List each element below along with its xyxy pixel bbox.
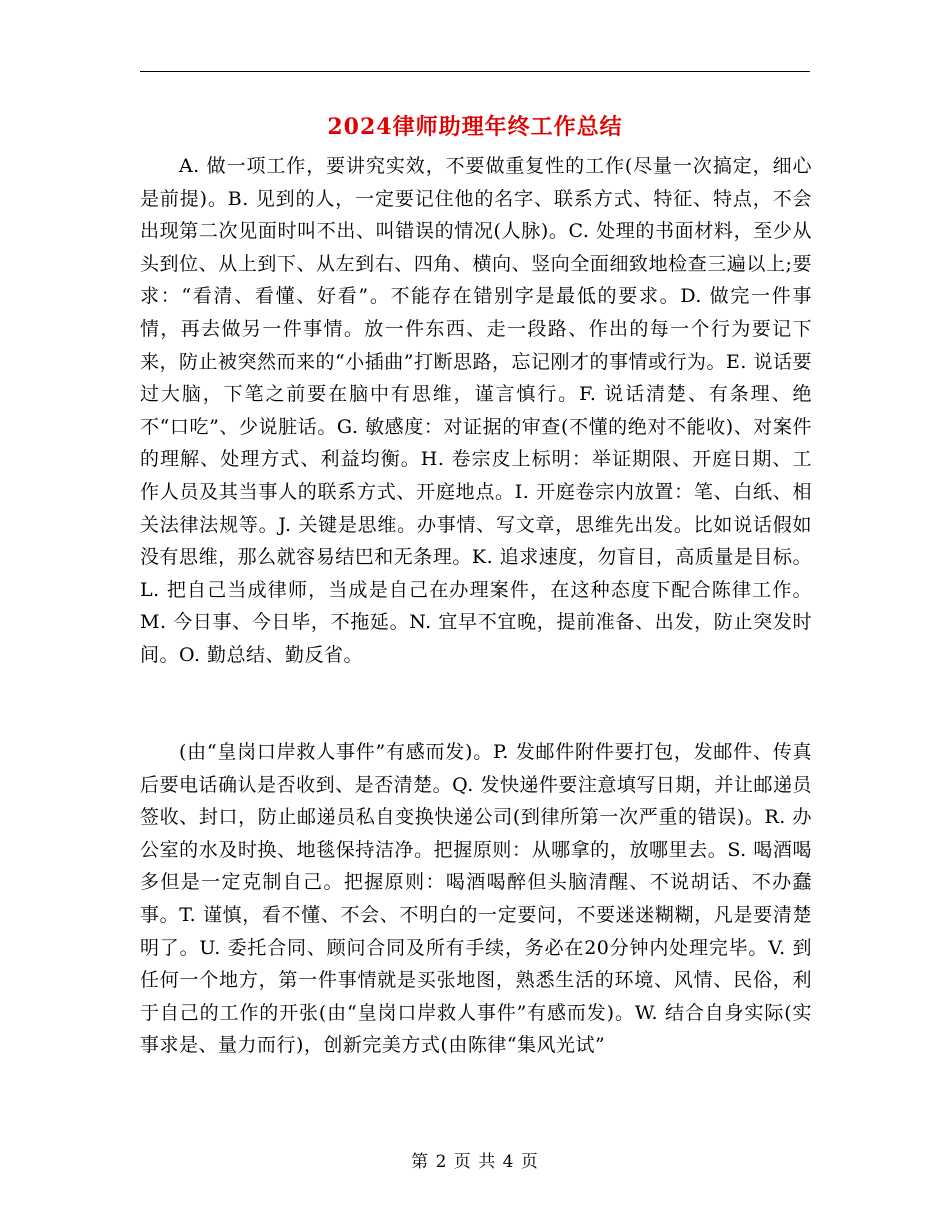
header-rule xyxy=(140,71,810,72)
document-title: 2024律师助理年终工作总结 xyxy=(327,114,623,140)
body-paragraph-2: (由“皇岗口岸救人事件”有感而发)。P. 发邮件附件要打包，发邮件、传真后要电话确认是否收到、是否清楚。Q. 发快递件要注意填写日期，并让邮递员签收、封口，防止邮递员私自变换快递公司(到律所第一次严重的错误)。R. 办公室的水及时换、地毯保持洁净。把握原则：从哪拿的，放哪里去。S. 喝酒喝多但是一定克制自己。把握原则：喝酒喝醉但头脑清醒、不说胡话、不办蠢事。T. 谨慎，看不懂、不会、不明白的一定要问，不要迷迷糊糊，凡是要清楚明了。U. 委托合同、顾问合同及所有手续，务必在20分钟内处理完毕。V. 到任何一个地方，第一件事情就是买张地图，熟悉生活的环境、风情、民俗，利于自己的工作的开张(由“皇岗口岸救人事件”有感而发)。W. 结合自身实际(实事求是、量力而行)，创新完美方式(由陈律“集风光试” xyxy=(140,741,812,1057)
page-footer: 第 2 页 共 4 页 xyxy=(411,1152,539,1172)
body-paragraph-1: A. 做一项工作，要讲究实效，不要做重复性的工作(尽量一次搞定，细心是前提)。B. 见到的人，一定要记住他的名字、联系方式、特征、特点，不会出现第二次见面时叫不出、叫错误的情况(人脉)。C. 处理的书面材料，至少从头到位、从上到下、从左到右、四角、横向、竖向全面细致地检查三遍以上;要求：“看清、看懂、好看”。不能存在错别字是最低的要求。D. 做完一件事情，再去做另一件事情。放一件东西、走一段路、作出的每一个行为要记下来，防止被突然而来的“小插曲”打断思路，忘记刚才的事情或行为。E. 说话要过大脑，下笔之前要在脑中有思维，谨言慎行。F. 说话清楚、有条理、绝不“口吃”、少说脏话。G. 敏感度：对证据的审查(不懂的绝对不能收)、对案件的理解、处理方式、利益均衡。H. 卷宗皮上标明：举证期限、开庭日期、工作人员及其当事人的联系方式、开庭地点。I. 开庭卷宗内放置：笔、白纸、相关法律法规等。J. 关键是思维。办事情、写文章，思维先出发。比如说话假如没有思维，那么就容易结巴和无条理。K. 追求速度，勿盲目，高质量是目标。L. 把自己当成律师，当成是自己在办理案件，在这种态度下配合陈律工作。M. 今日事、今日毕，不拖延。N. 宜早不宜晚，提前准备、出发，防止突发时间。O. 勤总结、勤反省。 xyxy=(140,155,812,666)
